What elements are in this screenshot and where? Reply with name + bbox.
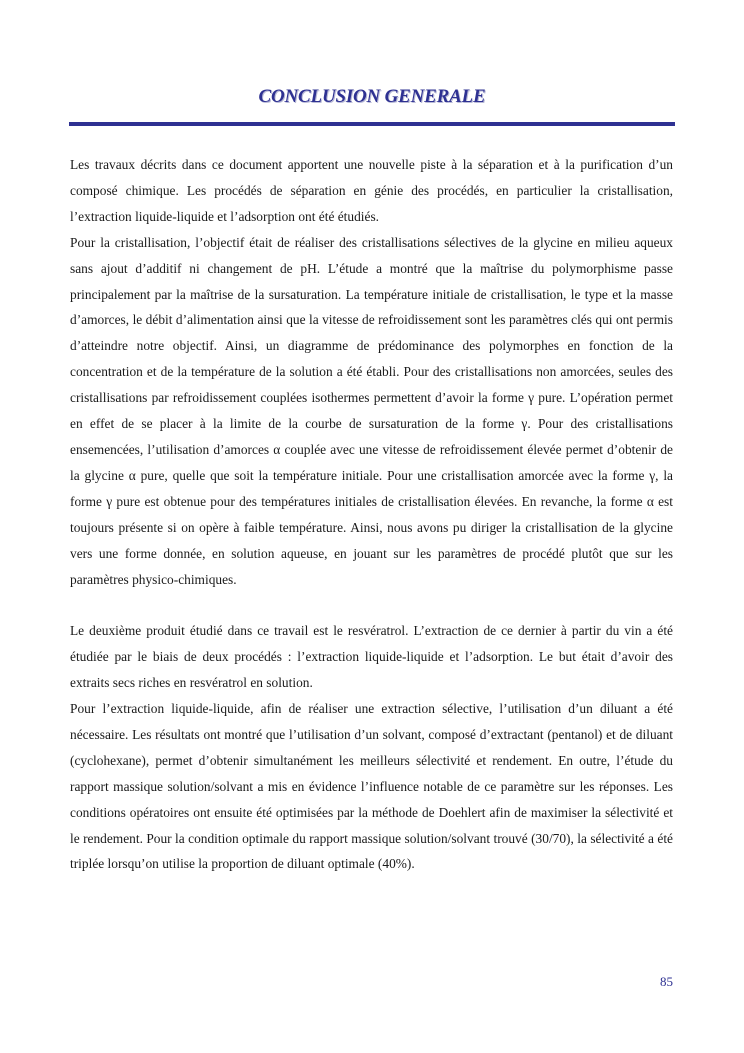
body-text [70, 152, 673, 877]
paragraph-crystallization: Pour la cristallisation, l’objectif était de réaliser des cristallisations sélectives de la glycine en milieu aqueux sans ajout d’additif ni changement de pH. L’étude a montré que la maîtrise du polymorphisme passe principalement par la maîtrise de la sursaturation. La température initiale de cristallisation, le type et la masse d’amorces, le débit d’alimentation ainsi que la vitesse de refroidissement sont les paramètres clés qui ont permis d’atteindre notre objectif. Ainsi, un diagramme de prédominance des polymorphes en fonction de la concentration et de la température de la solution a été établi. Pour des cristallisations non amorcées, seules des cristallisations par refroidissement couplées isothermes permettent d’avoir la forme γ pure. L’opération permet en effet de se placer à la limite de la courbe de sursaturation de la forme γ. Pour des cristallisations ensemencées, l’utilisation d’amorces α couplée avec une vitesse de refroidissement élevée permet d’obtenir de la glycine α pure, quelle que soit la température initiale. Pour une cristallisation amorcée avec la forme γ, la forme γ pure est obtenue pour des températures initiales de cristallisation élevées. En revanche, la forme α est toujours présente si on opère à faible température. Ainsi, nous avons pu diriger la cristallisation de la glycine vers une forme donnée, en solution aqueuse, en jouant sur les paramètres de procédé plutôt que sur les paramètres physico-chimiques. [70, 234, 673, 587]
title-divider [69, 122, 675, 126]
paragraph-resveratrol: Le deuxième produit étudié dans ce travail est le resvératrol. L’extraction de ce dernier à partir du vin a été étudiée par le biais de deux procédés : l’extraction liquide-liquide et l’adsorption. Le but était d’avoir des extraits secs riches en resvératrol en solution. [70, 623, 673, 691]
page-title: CONCLUSION GENERALE [258, 86, 486, 107]
paragraph-spacer [70, 592, 673, 618]
paragraph-extraction: Pour l’extraction liquide-liquide, afin de réaliser une extraction sélective, l’utilisation d’un diluant a été nécessaire. Les résultats ont montré que l’utilisation d’un solvant, composé d’extractant (pentanol) et de diluant (cyclohexane), permet d’obtenir simultanément les meilleurs sélectivité et rendement. En outre, l’étude du rapport massique solution/solvant a mis en évidence l’influence notable de ce paramètre sur les réponses. Les conditions opératoires ont ensuite été optimisées par la méthode de Doehlert afin de maximiser la sélectivité et le rendement. Pour la condition optimale du rapport massique solution/solvant trouvé (30/70), la sélectivité a été triplée lorsqu’on utilise la proportion de diluant optimale (40%). [70, 701, 673, 872]
page-number: 85 [660, 974, 673, 989]
paragraph-intro: Les travaux décrits dans ce document apportent une nouvelle piste à la séparation et à la purification d’un composé chimique. Les procédés de séparation en génie des procédés, en particulier la cristallisation, l’extraction liquide-liquide et l’adsorption ont été étudiés. [70, 157, 673, 224]
